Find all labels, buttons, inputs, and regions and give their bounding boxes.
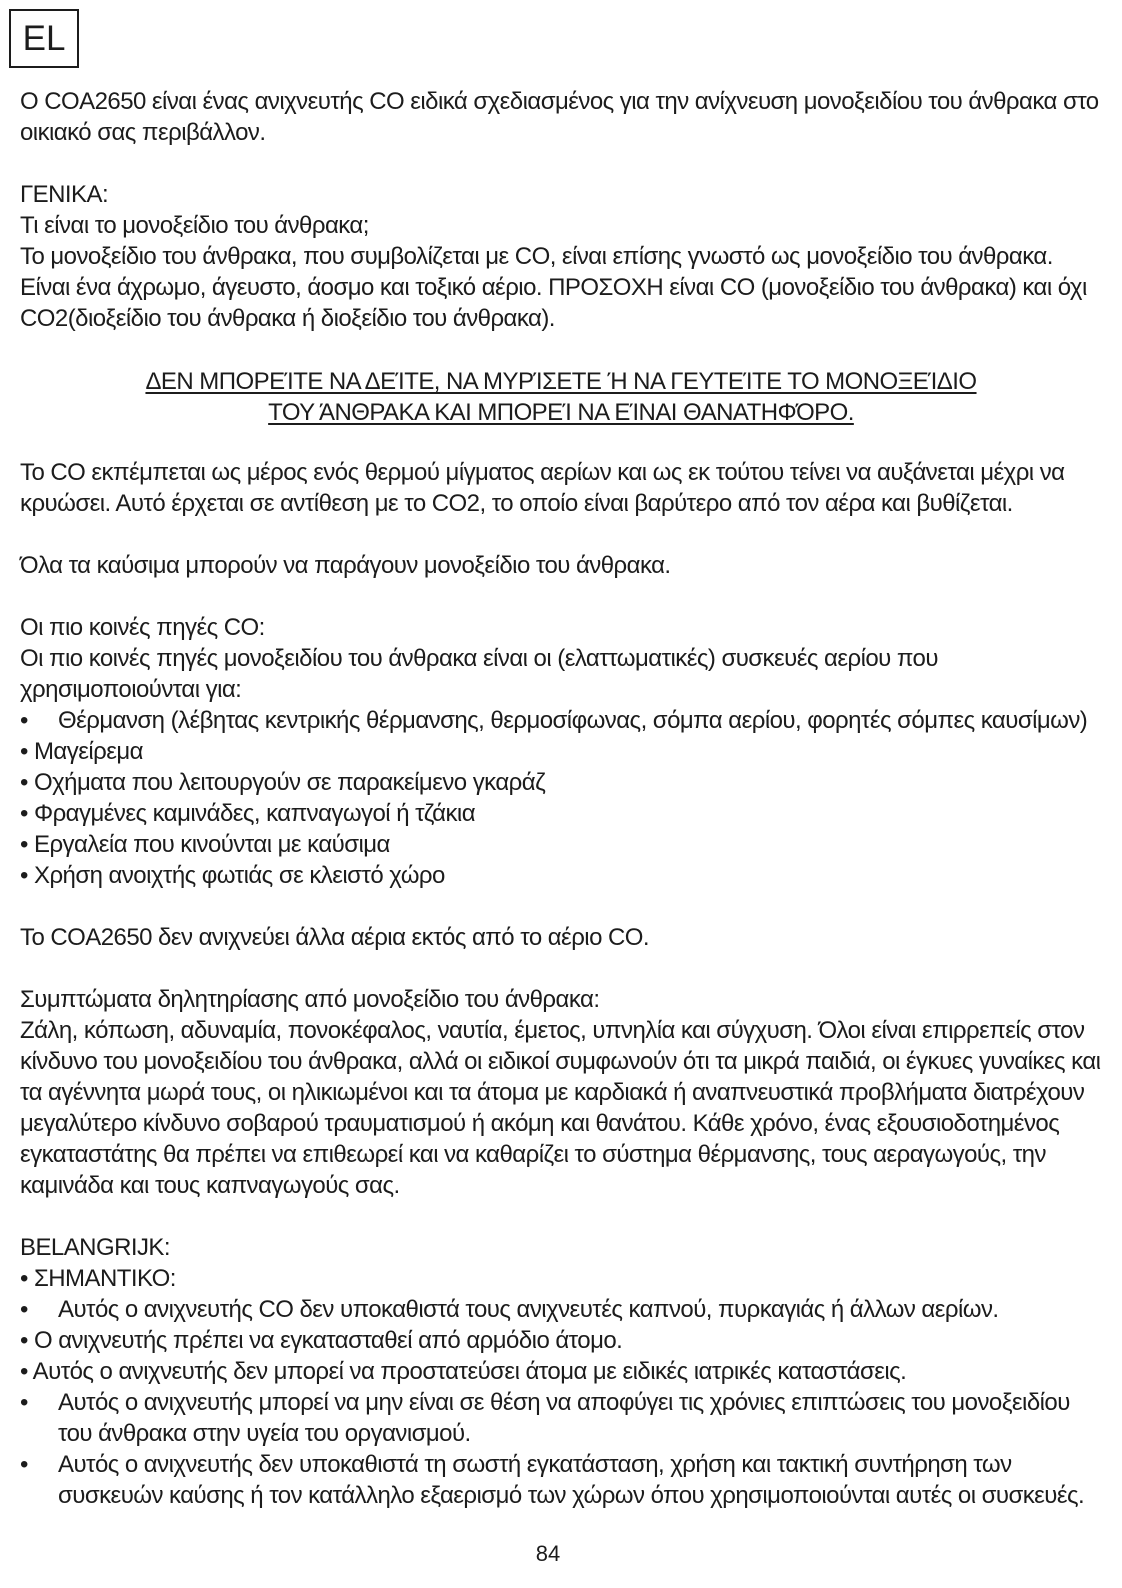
intro-paragraph: Ο COA2650 είναι ένας ανιχνευτής CO ειδικά σχεδιασμένος για την ανίχνευση μονοξειδίου του άνθρακα στο οικιακό σας περιβάλλον. bbox=[20, 88, 1099, 146]
list-item bbox=[20, 736, 1105, 767]
bullet-icon: • bbox=[20, 800, 28, 827]
sources-heading: Οι πιο κοινές πηγές CO: bbox=[20, 614, 265, 641]
bullet-icon: • bbox=[20, 831, 28, 858]
important-heading: BELANGRIJK: bbox=[20, 1234, 170, 1261]
bullet-icon: • bbox=[20, 1358, 28, 1385]
main-block bbox=[20, 457, 1105, 1511]
warning-line-1: ΔΕΝ ΜΠΟΡΕΊΤΕ ΝΑ ΔΕΊΤΕ, ΝΑ ΜΥΡΊΣΕΤΕ Ή ΝΑ ΓΕΥΤΕΊΤΕ ΤΟ ΜΟΝΟΞΕΊΔΙΟ bbox=[145, 368, 977, 395]
bullet-icon: • bbox=[20, 738, 28, 765]
list-item bbox=[20, 1294, 1105, 1325]
list-item-text: ΣΗΜΑΝΤΙΚΟ: bbox=[33, 1265, 176, 1292]
list-item bbox=[20, 1449, 1105, 1511]
general-heading: ΓΕΝΙΚΑ: bbox=[20, 181, 109, 208]
symptoms-paragraph: Ζάλη, κόπωση, αδυναμία, πονοκέφαλος, ναυτία, έμετος, υπνηλία και σύγχυση. Όλοι είναι επιρρεπείς στον κίνδυνο του μονοξειδίου του άνθρακα, αλλά οι ειδικοί συμφωνούν ότι τα μικρά παιδιά, οι έγκυες γυναίκες και τα αγέννητα μωρά τους, οι ηλικιωμένοι και τα άτομα με καρδιακά ή αναπνευστικά προβλήματα διατρέχουν μεγαλύτερο κίνδυνο σοβαρού τραυματισμού ή ακόμη και θανάτου. Κάθε χρόνο, ένας εξουσιοδοτημένος εγκαταστάτης θα πρέπει να επιθεωρεί και να καθαρίζει το σύστημα θέρμανσης, τους αεραγωγούς, την καμινάδα και τους καπναγωγούς σας. bbox=[20, 1017, 1101, 1199]
bullet-icon: • bbox=[20, 1296, 28, 1323]
language-code-box: EL bbox=[9, 9, 79, 68]
bullet-icon: • bbox=[20, 1265, 28, 1292]
list-item bbox=[20, 798, 1105, 829]
other-gases-paragraph: Το COA2650 δεν ανιχνεύει άλλα αέρια εκτός από το αέριο CO. bbox=[20, 924, 650, 951]
list-item-text: Αυτός ο ανιχνευτής δεν μπορεί να προστατεύσει άτομα με ειδικές ιατρικές καταστάσεις. bbox=[32, 1358, 907, 1385]
list-item-text: Μαγείρεμα bbox=[33, 738, 143, 765]
general-paragraph: Το μονοξείδιο του άνθρακα, που συμβολίζεται με CO, είναι επίσης γνωστό ως μονοξείδιο του άνθρακα. Είναι ένα άχρωμο, άγευστο, άοσμο και τοξικό αέριο. ΠΡΟΣΟΧΗ είναι CO (μονοξείδιο του άνθρακα) και όχι CO2(διοξείδιο του άνθρακα ή διοξείδιο του άνθρακα). bbox=[20, 243, 1087, 332]
list-item bbox=[20, 1387, 1105, 1449]
list-item-text: Αυτός ο ανιχνευτής CO δεν υποκαθιστά τους ανιχνευτές καπνού, πυρκαγιάς ή άλλων αερίων. bbox=[58, 1296, 999, 1323]
general-question: Τι είναι το μονοξείδιο του άνθρακα; bbox=[20, 212, 369, 239]
list-item bbox=[20, 1263, 1105, 1294]
bullet-icon: • bbox=[20, 1389, 28, 1416]
fuels-paragraph: Όλα τα καύσιμα μπορούν να παράγουν μονοξείδιο του άνθρακα. bbox=[20, 552, 671, 579]
list-item-text: Εργαλεία που κινούνται με καύσιμα bbox=[33, 831, 390, 858]
list-item-text: Αυτός ο ανιχνευτής δεν υποκαθιστά τη σωστή εγκατάσταση, χρήση και τακτική συντήρηση των συσκευών καύσης ή τον κατάλληλο εξαερισμό των χώρων όπου χρησιμοποιούνται αυτές οι συσκευές. bbox=[58, 1451, 1085, 1509]
emission-paragraph: Το CO εκπέμπεται ως μέρος ενός θερμού μίγματος αερίων και ως εκ τούτου τείνει να αυξάνεται μέχρι να κρυώσει. Αυτό έρχεται σε αντίθεση με το CO2, το οποίο είναι βαρύτερο από τον αέρα και βυθίζεται. bbox=[20, 459, 1065, 517]
symptoms-heading: Συμπτώματα δηλητηρίασης από μονοξείδιο του άνθρακα: bbox=[20, 986, 600, 1013]
list-item-text: Αυτός ο ανιχνευτής μπορεί να μην είναι σε θέση να αποφύγει τις χρόνιες επιπτώσεις του μονοξειδίου του άνθρακα στην υγεία του οργανισμού. bbox=[58, 1389, 1070, 1447]
list-item bbox=[20, 860, 1105, 891]
list-item-text: Χρήση ανοιχτής φωτιάς σε κλειστό χώρο bbox=[33, 862, 445, 889]
list-item bbox=[20, 1325, 1105, 1356]
list-item bbox=[20, 705, 1105, 736]
list-item-text: Ο ανιχνευτής πρέπει να εγκατασταθεί από αρμόδιο άτομο. bbox=[33, 1327, 623, 1354]
bullet-icon: • bbox=[20, 769, 28, 796]
bullet-icon: • bbox=[20, 1327, 28, 1354]
page-number: 84 bbox=[535, 1541, 561, 1566]
list-item bbox=[20, 829, 1105, 860]
intro-block bbox=[20, 86, 1105, 334]
sources-intro: Οι πιο κοινές πηγές μονοξειδίου του άνθρακα είναι οι (ελαττωματικές) συσκευές αερίου που χρησιμοποιούνται για: bbox=[20, 645, 938, 703]
bullet-icon: • bbox=[20, 707, 28, 734]
bullet-icon: • bbox=[20, 1451, 28, 1478]
bullet-icon: • bbox=[20, 862, 28, 889]
list-item-text: Φραγμένες καμινάδες, καπναγωγοί ή τζάκια bbox=[33, 800, 476, 827]
list-item bbox=[20, 767, 1105, 798]
list-item bbox=[20, 1356, 1105, 1387]
warning-line-2: ΤΟΥ ΆΝΘΡΑΚΑ ΚΑΙ ΜΠΟΡΕΊ ΝΑ ΕΊΝΑΙ ΘΑΝΑΤΗΦΌΡΟ. bbox=[268, 399, 854, 426]
list-item-text: Θέρμανση (λέβητας κεντρικής θέρμανσης, θερμοσίφωνας, σόμπα αερίου, φορητές σόμπες καυσίμων) bbox=[58, 707, 1088, 734]
list-item-text: Οχήματα που λειτουργούν σε παρακείμενο γκαράζ bbox=[33, 769, 546, 796]
